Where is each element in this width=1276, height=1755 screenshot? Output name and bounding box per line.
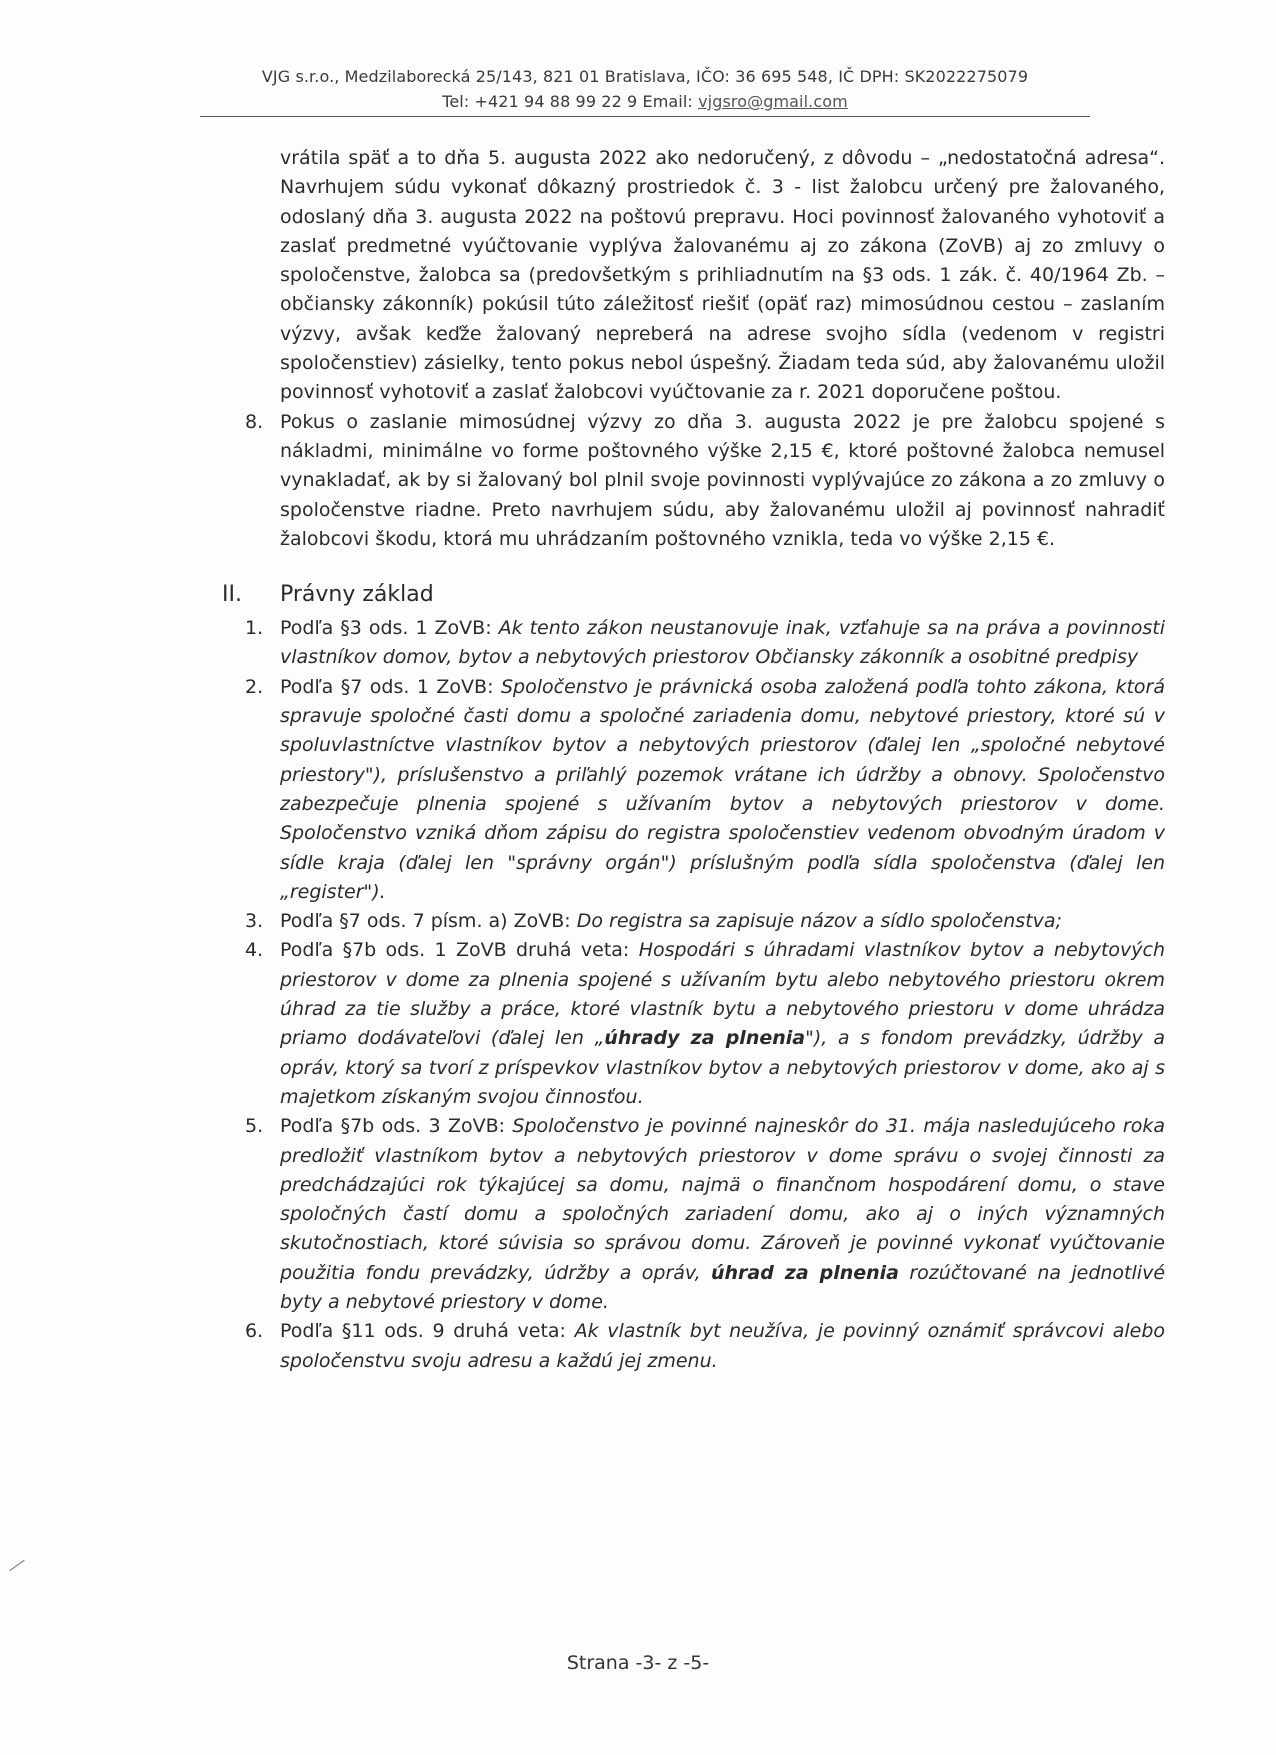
list-item-8 xyxy=(220,408,1165,554)
legal-citation: Podľa §7 ods. 1 ZoVB: xyxy=(280,675,501,698)
letterhead-phone: Tel: +421 94 88 99 22 9 Email: xyxy=(442,92,699,111)
legal-quote: Spoločenstvo je povinné najneskôr do 31. mája nasledujúceho roka predložiť vlastníkom bytov a nebytových priestorov v dome správu o svojej činnosti za predchádzajúci rok týkajúcej sa domu, najmä o finančnom hospodárení domu, o stave spoločných častí domu a spoločných zariadení domu, ako aj o iných významných skutočnostiach, ktoré súvisia so správou domu. Zároveň je povinné vykonať vyúčtovanie použitia fondu prevádzky, údržby a opráv, xyxy=(280,1115,1165,1284)
legal-citation: Podľa §7b ods. 3 ZoVB: xyxy=(280,1115,513,1138)
list-item-number: 1. xyxy=(245,617,264,640)
page-number: Strana -3- z -5- xyxy=(566,1652,710,1674)
list-item-text: Pokus o zaslanie mimosúdnej výzvy zo dňa 3. augusta 2022 je pre žalobcu spojené s nákladmi, minimálne vo forme poštovného výške 2,15 €, ktoré poštovné žalobca nemusel vynakladať, ak by si žalovaný bol plnil svoje povinnosti vyplývajúce zo zákona a zo zmluvy o spoločenstve riadne. Preto navrhujem súdu, aby žalovanému uložil aj povinnosť nahradiť žalobcovi škodu, ktorá mu uhrádzaním poštovného vznikla, teda vo výške 2,15 €. xyxy=(280,410,1165,550)
legal-item-4 xyxy=(220,936,1165,1112)
legal-quote: Ak vlastník byt neužíva, je povinný oznámiť správcovi alebo spoločenstvu svoju adresu a každú jej zmenu. xyxy=(280,1320,1165,1372)
legal-quote: Spoločenstvo je právnická osoba založená podľa tohto zákona, ktorá spravuje spoločné časti domu a spoločné zariadenia domu, nebytové priestory, ktoré sú v spoluvlastníctve vlastníkov bytov a nebytových priestorov (ďalej len „spoločné nebytové priestory"), príslušenstvo a priľahlý pozemok vrátane ich údržby a obnovy. Spoločenstvo zabezpečuje plnenia spojené s užívaním bytov a nebytových priestorov v dome. Spoločenstvo vzniká dňom zápisu do registra spoločenstiev vedenom obvodným úradom v sídle kraja (ďalej len "správny orgán") príslušným podľa sídla spoločenstva (ďalej len „register"). xyxy=(280,675,1165,903)
legal-citation: Podľa §7 ods. 7 písm. a) ZoVB: xyxy=(280,910,577,933)
letterhead-company-line: VJG s.r.o., Medzilaborecká 25/143, 821 01 Bratislava, IČO: 36 695 548, IČ DPH: SK2022275079 xyxy=(261,67,1029,86)
list-item-number: 2. xyxy=(245,675,264,698)
legal-item-2 xyxy=(220,673,1165,907)
section-title: Právny základ xyxy=(280,582,434,608)
list-item-number: 8. xyxy=(245,410,264,433)
list-item-number: 5. xyxy=(245,1115,264,1138)
legal-quote-emphasis: úhrady za plnenia xyxy=(604,1027,806,1050)
legal-citation: Podľa §7b ods. 1 ZoVB druhá veta: xyxy=(280,939,639,962)
legal-quote: Hospodári s úhradami vlastníkov bytov a nebytových priestorov v dome za plnenia spojené s užívaním bytu alebo nebytového priestoru okrem úhrad za tie služby a práce, ktoré vlastník bytu a nebytového priestoru v dome uhrádza priamo dodávateľovi (ďalej len „ xyxy=(280,939,1166,1050)
legal-item-5 xyxy=(220,1112,1165,1317)
legal-quote: "), a s fondom prevádzky, údržby a opráv, ktorý sa tvorí z príspevkov vlastníkov bytov a nebytových priestorov v dome, ako aj s majetkom získaným svojou činnosťou. xyxy=(280,1027,1165,1108)
legal-citation: Podľa §3 ods. 1 ZoVB: xyxy=(280,617,499,640)
legal-quote-emphasis: úhrad za plnenia xyxy=(711,1261,899,1284)
continuation-paragraph: vrátila späť a to dňa 5. augusta 2022 ako nedoručený, z dôvodu – „nedostatočná adresa“. Navrhujem súdu vykonať dôkazný prostriedok č. 3 - list žalobcu určený pre žalovaného, odoslaný dňa 3. augusta 2022 na poštovú prepravu. Hoci povinnosť žalovaného vyhotoviť a zaslať predmetné vyúčtovanie vyplýva žalovanému aj zo zákona (ZoVB) aj zo zmluvy o spoločenstve, žalobca sa (predovšetkým s prihliadnutím na §3 ods. 1 zák. č. 40/1964 Zb. – občiansky zákonník) pokúsil túto záležitosť riešiť (opäť raz) mimosúdnou cestou – zaslaním výzvy, avšak keďže žalovaný nepreberá na adrese svojho sídla (vedenom v registri spoločenstiev) zásielky, tento pokus nebol úspešný. Žiadam teda súd, aby žalovanému uložil povinnosť vyhotoviť a zaslať žalobcovi vyúčtovanie za r. 2021 doporučene poštou. xyxy=(280,147,1165,404)
legal-item-3 xyxy=(220,907,1165,936)
legal-item-6 xyxy=(220,1317,1165,1376)
legal-quote: Ak tento zákon neustanovuje inak, vzťahuje sa na práva a povinnosti vlastníkov domov, bytov a nebytových priestorov Občiansky zákonník a osobitné predpisy xyxy=(280,617,1166,669)
list-item-number: 3. xyxy=(245,910,264,933)
scan-pen-mark xyxy=(9,1560,24,1571)
legal-item-1 xyxy=(220,614,1165,673)
document-body xyxy=(220,144,1165,1376)
legal-quote: Do registra sa zapisuje názov a sídlo spoločenstva; xyxy=(576,910,1062,933)
letterhead-email-link[interactable]: vjgsro@gmail.com xyxy=(698,92,848,111)
legal-quote: rozúčtované na jednotlivé byty a nebytové priestory v dome. xyxy=(280,1261,1166,1313)
letterhead-contact-line xyxy=(195,89,1095,114)
letterhead xyxy=(195,64,1095,114)
section-heading xyxy=(220,580,1165,610)
list-item-number: 6. xyxy=(245,1320,264,1343)
header-divider xyxy=(200,116,1090,117)
section-number: II. xyxy=(222,582,242,608)
list-item-number: 4. xyxy=(245,939,264,962)
legal-citation: Podľa §11 ods. 9 druhá veta: xyxy=(280,1320,575,1343)
